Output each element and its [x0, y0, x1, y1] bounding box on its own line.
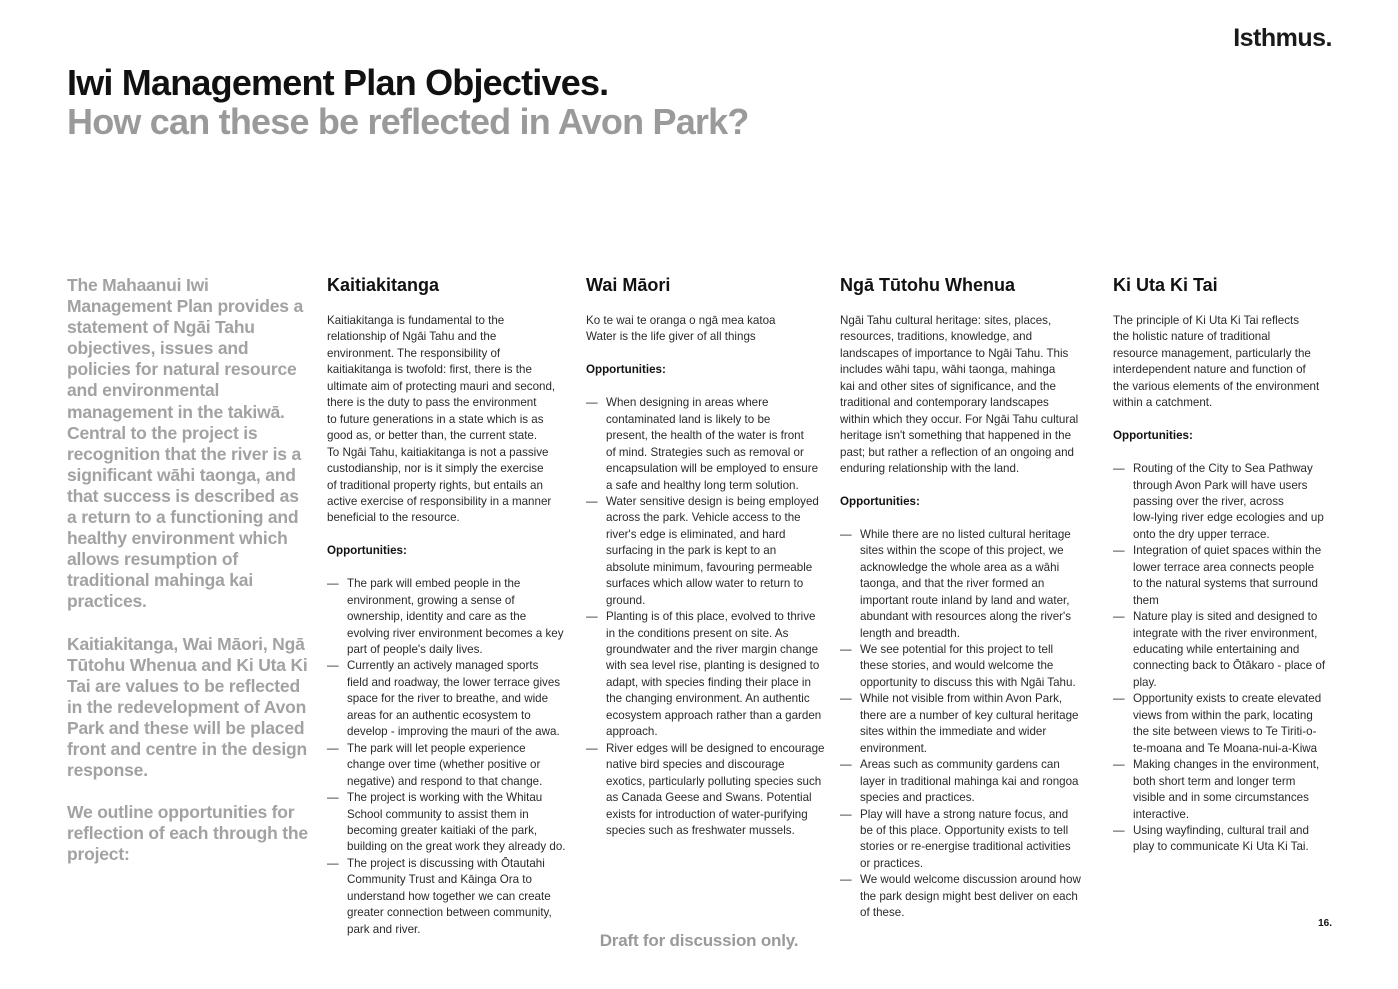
opportunity-line: Community Trust and Kāinga Ora to — [347, 873, 532, 887]
opportunity-line: stories or re-energise traditional activities — [860, 840, 1071, 854]
opportunity-line: as Canada Geese and Swans. Potential — [606, 791, 812, 805]
page-title: Iwi Management Plan Objectives. — [67, 62, 609, 103]
column-heading: Wai Māori — [586, 275, 671, 295]
intro-panel — [67, 275, 312, 886]
description-line: Ngāi Tahu cultural heritage: sites, places, — [840, 314, 1052, 327]
opportunity-line: integrate with the river environment, — [1133, 626, 1318, 640]
opportunity-line: — The project is working with the Whitau — [347, 791, 543, 805]
opportunity-line: absolute minimum, favouring permeable — [606, 560, 813, 574]
opportunity-line: present, the health of the water is front — [606, 429, 804, 443]
opportunity-line: surfacing in the park is kept to an — [606, 544, 777, 558]
opportunity-line: these stories, and would welcome the — [860, 659, 1054, 673]
opportunity-item — [586, 609, 834, 741]
opportunity-line: with sea level rise, planting is designed to — [606, 659, 820, 673]
opportunity-line: — Using wayfinding, cultural trail and — [1133, 824, 1309, 838]
opportunity-line: the changing environment. An authentic — [606, 692, 810, 706]
opportunity-item — [327, 790, 577, 856]
opportunity-item — [840, 691, 1102, 757]
column-nga-tutohu-whenua — [840, 274, 1102, 922]
opportunity-line: layer in traditional mahinga kai and rongoa — [860, 774, 1079, 788]
opportunity-item — [840, 757, 1102, 806]
opportunity-line: or practices. — [860, 856, 924, 870]
column-description — [327, 313, 577, 527]
opportunity-line: evolving river environment becomes a key — [347, 626, 564, 640]
opportunity-line: exotics, particularly polluting species such — [606, 774, 822, 788]
opportunity-item — [1113, 461, 1343, 543]
opportunity-item — [840, 872, 1102, 921]
opportunity-line: sites within the scope of this project, we — [860, 544, 1064, 558]
opportunity-line: across the park. Vehicle access to the — [606, 511, 801, 525]
opportunity-line: ground. — [606, 593, 646, 607]
page-number: 16. — [1318, 918, 1332, 929]
column-wai-maori — [586, 274, 834, 839]
description-line: landscapes of importance to Ngāi Tahu. This — [840, 346, 1069, 360]
opportunity-line: field and roadway, the lower terrace gives — [347, 675, 561, 689]
opportunity-line: — We see potential for this project to tell — [860, 643, 1054, 657]
opportunities-list — [586, 395, 834, 839]
opportunity-line: — Water sensitive design is being employed — [606, 494, 819, 508]
page-subtitle: How can these be reflected in Avon Park? — [67, 101, 749, 142]
opportunity-line: abundant with resources along the river's — [860, 610, 1072, 624]
opportunity-line: ecosystem approach rather than a garden — [606, 708, 822, 722]
opportunity-line: both short term and longer term — [1133, 774, 1296, 788]
opportunity-item — [840, 807, 1102, 873]
opportunity-item — [586, 395, 834, 494]
description-line: The principle of Ki Uta Ki Tai reflects — [1113, 314, 1300, 327]
opportunity-item — [586, 494, 834, 609]
opportunity-line: — River edges will be designed to encourage — [606, 741, 825, 755]
description-line: resources, traditions, knowledge, and — [840, 330, 1033, 344]
opportunity-line: — Nature play is sited and designed to — [1133, 610, 1318, 624]
draft-note: Draft for discussion only. — [599, 931, 799, 950]
opportunity-line: exists for introduction of water-purifying — [606, 807, 808, 821]
opportunity-line: — Planting is of this place, evolved to thrive — [606, 610, 816, 624]
description-line: enduring relationship with the land. — [840, 462, 1020, 476]
opportunity-line: School community to assist them in — [347, 807, 529, 821]
opportunity-line: river's edge is eliminated, and hard — [606, 527, 786, 541]
opportunity-line: taonga, and that the river formed an — [860, 577, 1045, 591]
opportunity-line: negative) and respond to that change. — [347, 774, 543, 788]
opportunity-line: — Areas such as community gardens can — [860, 758, 1060, 772]
opportunity-line: of these. — [860, 906, 905, 920]
opportunity-line: understand how together we can create — [347, 889, 551, 903]
opportunities-list — [327, 576, 577, 938]
opportunity-line: — The park will let people experience — [347, 741, 526, 755]
description-line: resource management, particularly the — [1113, 346, 1311, 360]
description-line: past; but rather a reflection of an ongoing and — [840, 445, 1074, 459]
opportunity-line: passing over the river, across — [1133, 494, 1284, 508]
opportunity-line: — When designing in areas where — [606, 396, 769, 410]
opportunity-line: be of this place. Opportunity exists to tell — [860, 824, 1069, 838]
opportunity-line: environment. — [860, 741, 928, 755]
description-line: active exercise of responsibility in a manner — [327, 494, 552, 508]
opportunity-line: areas for an authentic ecosystem to — [347, 708, 531, 722]
opportunity-line: — Making changes in the environment, — [1133, 758, 1320, 772]
opportunity-line: to the natural systems that surround — [1133, 577, 1318, 591]
opportunity-line: lower terrace area connects people — [1133, 560, 1315, 574]
opportunity-line: — Currently an actively managed sports — [347, 659, 539, 673]
description-line: within which they occur. For Ngāi Tahu cultural — [840, 412, 1079, 426]
opportunity-line: play to communicate Ki Uta Ki Tai. — [1133, 840, 1309, 854]
column-description — [840, 313, 1102, 478]
opportunity-item — [327, 741, 577, 790]
opportunity-line: — The project is discussing with Ōtautahi — [347, 856, 545, 870]
opportunity-line: te-moana and Te Moana-nui-a-Kiwa — [1133, 741, 1318, 755]
description-line: Ko te wai te oranga o ngā mea katoa — [586, 314, 776, 327]
opportunity-item — [840, 642, 1102, 691]
opportunities-heading: Opportunities: — [327, 544, 407, 558]
description-line: includes wāhi tapu, wāhi taonga, mahinga — [840, 363, 1056, 377]
column-ki-uta-ki-tai — [1113, 274, 1343, 856]
description-line: interdependent nature and function of — [1113, 363, 1306, 377]
opportunity-line: of mind. Strategies such as removal or — [606, 445, 804, 459]
opportunity-line: — Opportunity exists to create elevated — [1133, 692, 1322, 706]
opportunities-list — [1113, 461, 1343, 856]
opportunity-item — [1113, 691, 1343, 757]
opportunity-line: — Play will have a strong nature focus, and — [860, 807, 1069, 821]
opportunity-line: acknowledge the whole area as a wāhi — [860, 560, 1060, 574]
description-line: to future generations in a state which is as — [327, 412, 544, 426]
opportunity-line: opportunity to discuss this with Ngāi Tahu. — [860, 675, 1076, 689]
opportunity-line: encapsulation will be employed to ensure — [606, 462, 819, 476]
description-line: within a catchment. — [1113, 396, 1213, 410]
opportunity-line: park and river. — [347, 922, 421, 936]
opportunity-line: play. — [1133, 675, 1157, 689]
description-line: relationship of Ngāi Tahu and the — [327, 330, 497, 344]
opportunity-line: in the conditions present on site. As — [606, 626, 789, 640]
opportunity-line: change over time (whether positive or — [347, 758, 541, 772]
description-line: traditional and contemporary landscapes — [840, 396, 1049, 410]
intro-paragraph: The Mahaanui Iwi Management Plan provides a statement of Ngāi Tahu objectives, issues and policies for natural resource and environmental management in the takiwā. Central to the project is recognition that the river is a significant wāhi taonga, and that success is described as a return to a functioning and healthy environment which allows resumption of traditional mahinga kai practices. — [67, 275, 303, 612]
column-heading: Ngā Tūtohu Whenua — [840, 275, 1015, 295]
opportunity-line: — The park will embed people in the — [347, 577, 521, 591]
opportunity-item — [1113, 757, 1343, 823]
opportunity-line: connecting back to Ōtākaro - place of — [1133, 659, 1326, 673]
opportunity-line: the park design might best deliver on each — [860, 889, 1078, 903]
brand-logo: Isthmus. — [1233, 24, 1332, 52]
description-line: heritage isn't something that happened in the — [840, 429, 1072, 443]
opportunity-item — [1113, 609, 1343, 691]
opportunities-heading: Opportunities: — [840, 494, 920, 508]
column-heading: Ki Uta Ki Tai — [1113, 275, 1218, 295]
opportunity-line: a safe and healthy long term solution. — [606, 478, 799, 492]
opportunity-line: groundwater and the river margin change — [606, 643, 819, 657]
description-line: kaitiakitanga is twofold: first, there is the — [327, 363, 532, 377]
opportunity-line: ownership, identity and care as the — [347, 610, 527, 624]
opportunity-line: length and breadth. — [860, 626, 960, 640]
column-description — [586, 313, 834, 346]
description-line: custodianship, nor is it simply the exercise — [327, 462, 544, 476]
opportunity-line: native bird species and discourage — [606, 758, 785, 772]
opportunity-line: through Avon Park will have users — [1133, 478, 1308, 492]
opportunity-line: — While not visible from within Avon Park, — [860, 692, 1063, 706]
opportunity-line: greater connection between community, — [347, 906, 552, 920]
opportunity-line: adapt, with species finding their place in — [606, 675, 811, 689]
description-line: the various elements of the environment — [1113, 379, 1320, 393]
opportunity-line: part of people's daily lives. — [347, 643, 483, 657]
opportunity-line: interactive. — [1133, 807, 1190, 821]
opportunity-item — [586, 741, 834, 840]
description-line: there is the duty to pass the environment — [327, 396, 537, 410]
opportunity-line: visible and in some circumstances — [1133, 791, 1309, 805]
opportunity-item — [327, 658, 577, 740]
opportunity-line: — We would welcome discussion around how — [860, 873, 1081, 887]
opportunities-heading: Opportunities: — [1113, 429, 1193, 443]
opportunity-line: contaminated land is likely to be — [606, 412, 771, 426]
opportunity-line: — Integration of quiet spaces within the — [1133, 544, 1322, 558]
opportunity-line: sites within the immediate and wider — [860, 725, 1047, 739]
description-line: ultimate aim of protecting mauri and second, — [327, 379, 556, 393]
column-kaitiakitanga — [327, 274, 577, 938]
opportunity-item — [1113, 543, 1343, 609]
description-line: of traditional property rights, but entails an — [327, 478, 543, 492]
description-line: To Ngāi Tahu, kaitiakitanga is not a passive — [327, 445, 549, 459]
description-line: beneficial to the resource. — [327, 511, 460, 525]
opportunity-line: the site between views to Te Tiriti-o- — [1133, 725, 1317, 739]
opportunity-line: — Routing of the City to Sea Pathway — [1133, 462, 1313, 476]
opportunity-item — [840, 527, 1102, 642]
opportunities-heading: Opportunities: — [586, 363, 666, 377]
opportunity-item — [327, 856, 577, 938]
opportunity-line: develop - improving the mauri of the awa. — [347, 725, 560, 739]
opportunity-line: environment, growing a sense of — [347, 593, 515, 607]
opportunity-line: becoming greater kaitiaki of the park, — [347, 824, 538, 838]
opportunity-item — [327, 576, 577, 658]
column-description — [1113, 313, 1343, 412]
opportunity-line: — While there are no listed cultural heritage — [860, 527, 1071, 541]
opportunity-line: important route inland by land and water, — [860, 593, 1070, 607]
description-line: good as, or better than, the current state. — [327, 429, 538, 443]
description-line: the holistic nature of traditional — [1113, 330, 1271, 344]
description-line: kai and other sites of significance, and the — [840, 379, 1056, 393]
opportunity-line: views from within the park, locating — [1133, 708, 1313, 722]
column-heading: Kaitiakitanga — [327, 275, 440, 295]
opportunity-line: educating while entertaining and — [1133, 643, 1300, 657]
opportunity-line: there are a number of key cultural heritage — [860, 708, 1079, 722]
opportunity-line: low-lying river edge ecologies and up — [1133, 511, 1324, 525]
description-line: Kaitiakitanga is fundamental to the — [327, 314, 505, 327]
opportunities-list — [840, 527, 1102, 922]
opportunity-line: surfaces which allow water to return to — [606, 577, 804, 591]
opportunity-line: approach. — [606, 725, 658, 739]
opportunity-line: them — [1133, 593, 1159, 607]
description-line: Water is the life giver of all things — [586, 330, 756, 344]
opportunity-line: species such as freshwater mussels. — [606, 824, 795, 838]
opportunity-line: onto the dry upper terrace. — [1133, 527, 1270, 541]
opportunity-line: building on the great work they already do. — [347, 840, 566, 854]
intro-paragraph: We outline opportunities for reflection of each through the project: — [67, 802, 308, 865]
description-line: environment. The responsibility of — [327, 346, 501, 360]
opportunity-line: space for the river to breathe, and wide — [347, 692, 549, 706]
intro-paragraph: Kaitiakitanga, Wai Māori, Ngā Tūtohu Whenua and Ki Uta Ki Tai are values to be reflected in the redevelopment of Avon Park and these will be placed front and centre in the design response. — [67, 633, 308, 781]
opportunity-item — [1113, 823, 1343, 856]
opportunity-line: species and practices. — [860, 791, 975, 805]
